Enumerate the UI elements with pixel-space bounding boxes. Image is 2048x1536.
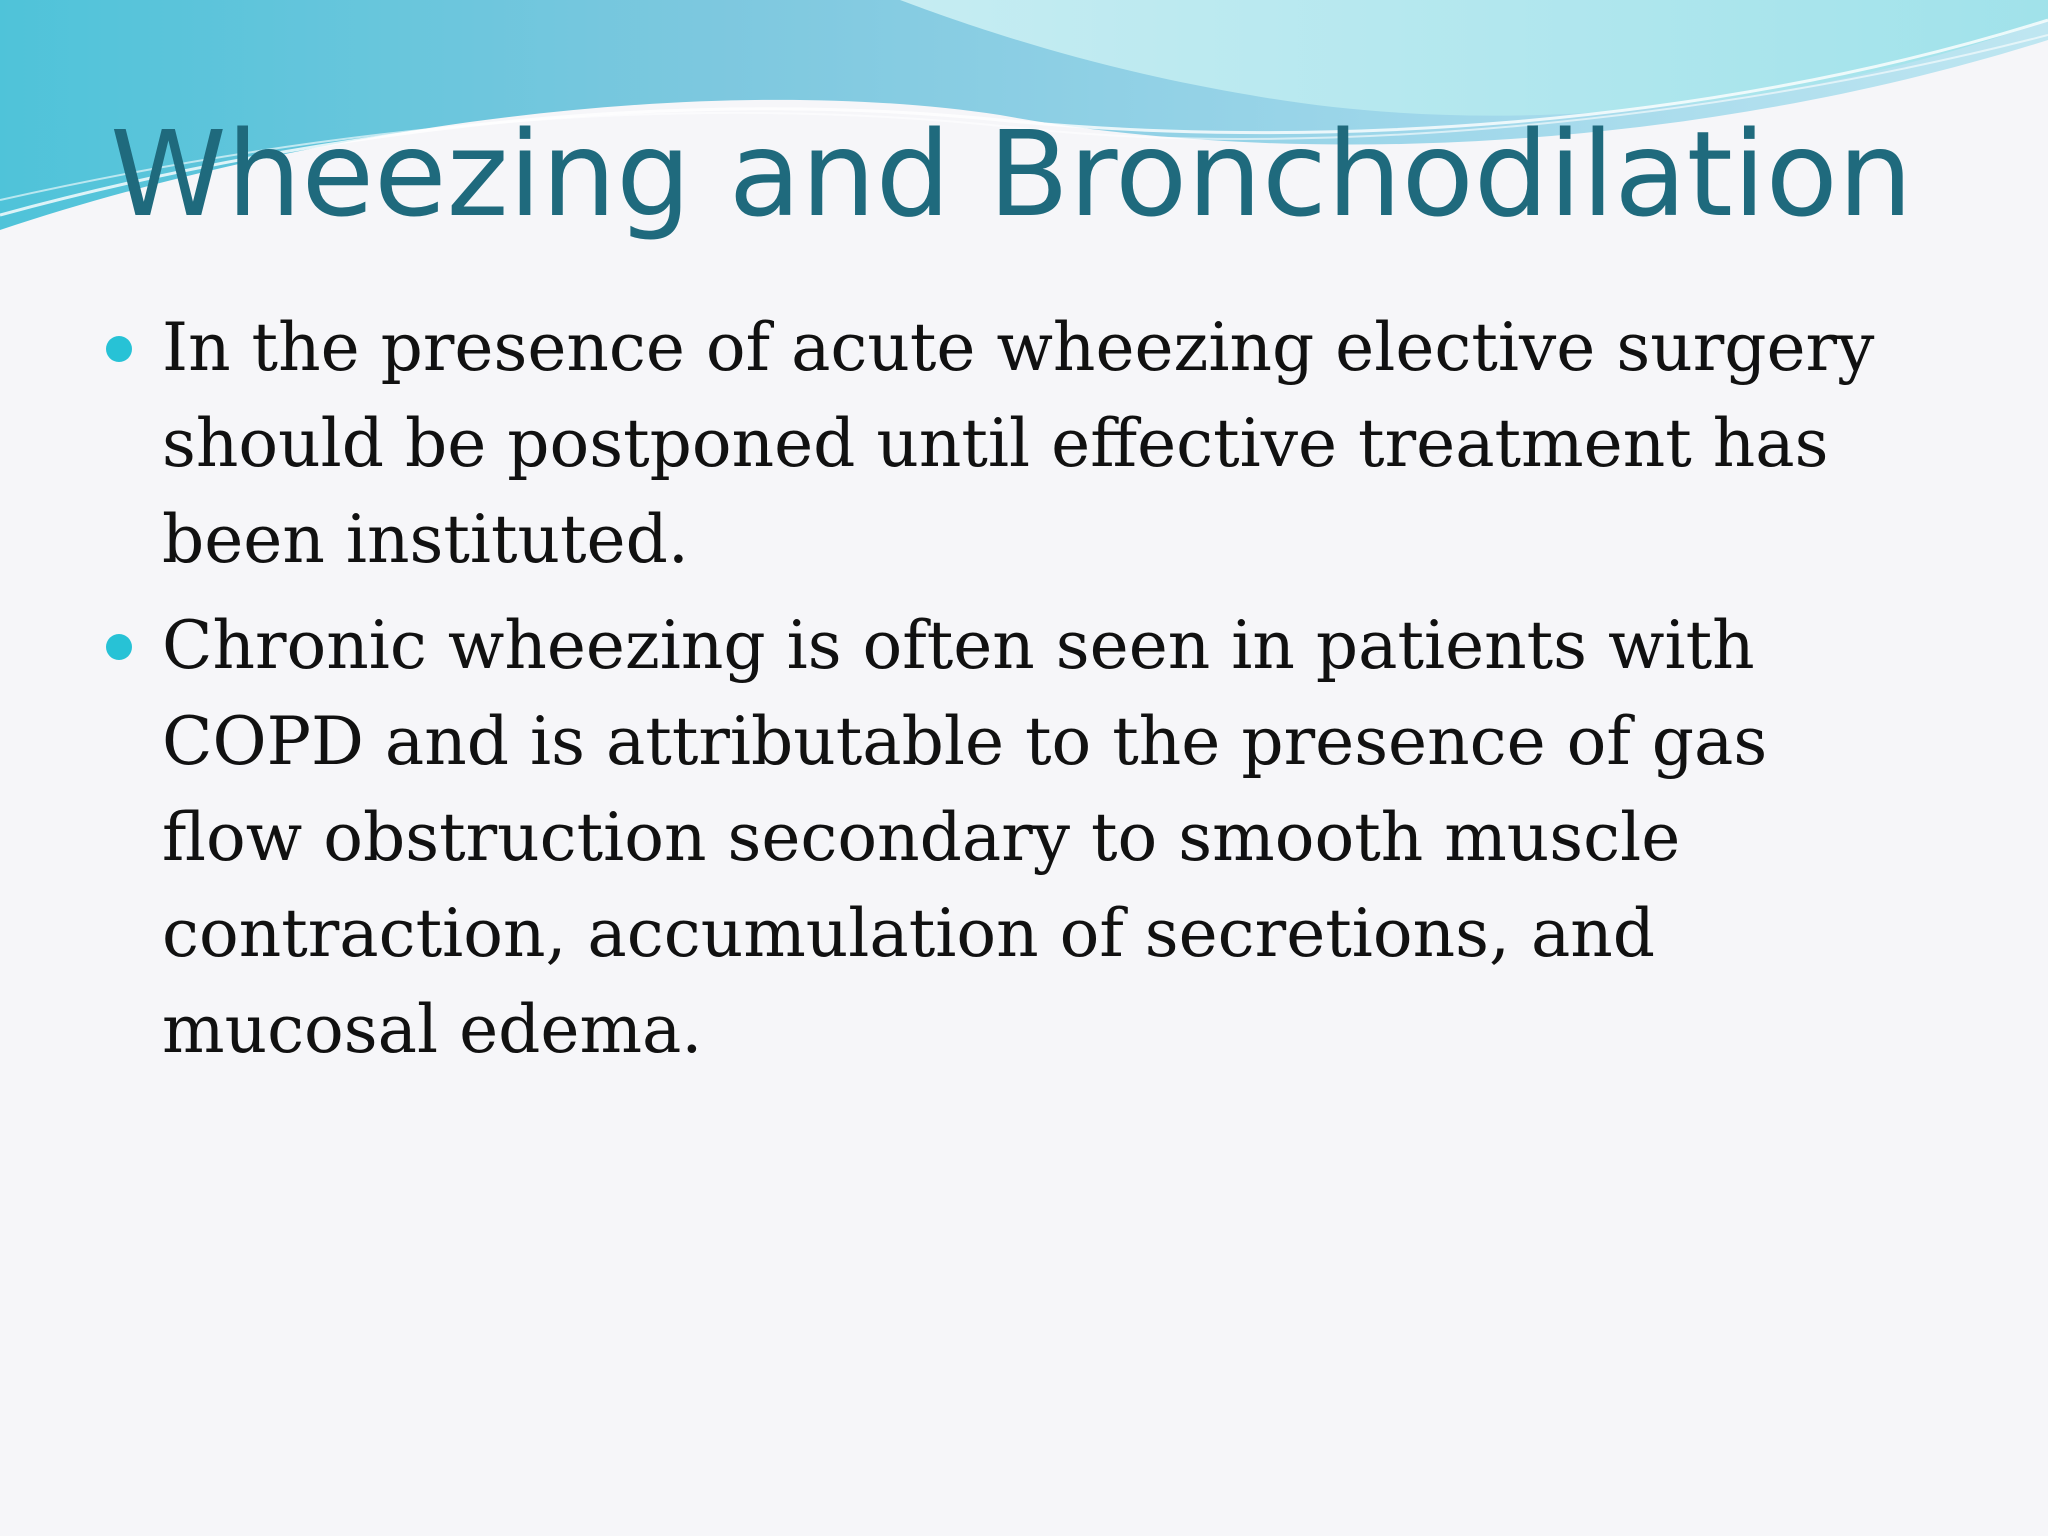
bullet-line: In the presence of acute wheezing elective surgery bbox=[162, 309, 1875, 386]
slide-body bbox=[100, 300, 1960, 1088]
slide-title: Wheezing and Bronchodilation bbox=[110, 105, 1913, 243]
bullet-line: been instituted. bbox=[162, 501, 689, 578]
bullet-dot-icon bbox=[106, 634, 132, 660]
bullet-line: Chronic wheezing is often seen in patients with bbox=[162, 607, 1755, 684]
bullet-line: mucosal edema. bbox=[162, 991, 703, 1068]
bullet-line: flow obstruction secondary to smooth muscle bbox=[162, 799, 1681, 876]
bullet-list bbox=[100, 300, 1960, 1078]
bullet-item bbox=[100, 598, 1960, 1078]
bullet-line: COPD and is attributable to the presence of gas bbox=[162, 703, 1768, 780]
bullet-line: contraction, accumulation of secretions, and bbox=[162, 895, 1656, 972]
bullet-item bbox=[100, 300, 1960, 588]
bullet-dot-icon bbox=[106, 336, 132, 362]
bullet-line: should be postponed until effective treatment has bbox=[162, 405, 1829, 482]
